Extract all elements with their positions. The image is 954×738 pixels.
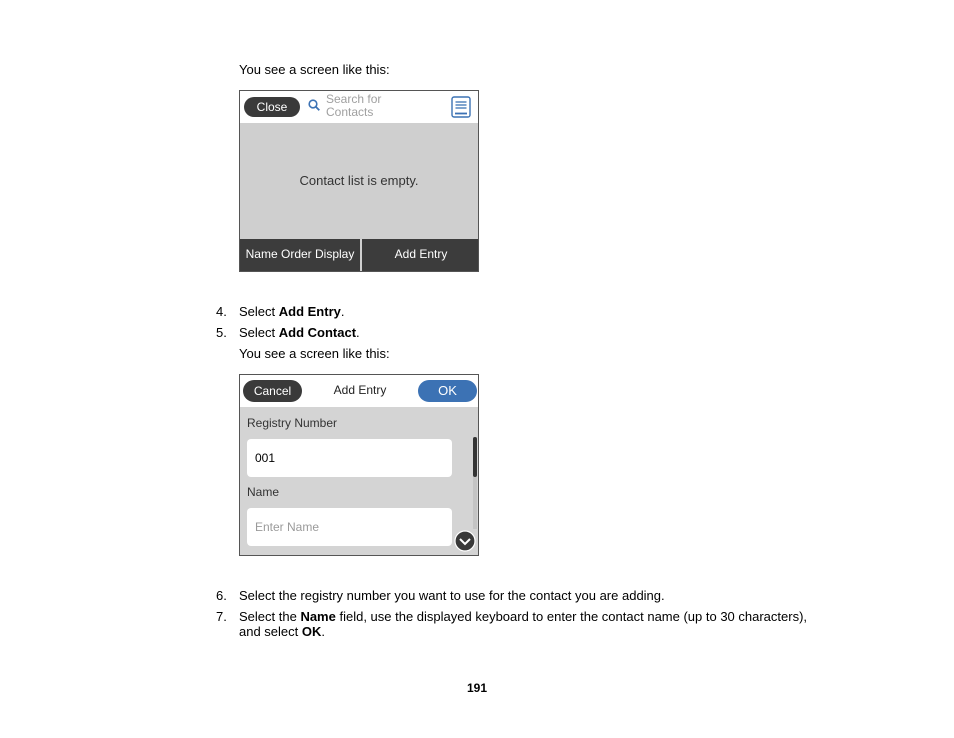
step-7 — [216, 609, 807, 624]
step-text-end: . — [340, 304, 345, 319]
step-number: 7. — [216, 609, 227, 624]
step-text: Select the — [239, 609, 301, 624]
step-text-end: . — [356, 325, 360, 340]
step-6 — [216, 588, 665, 603]
contacts-screen — [239, 90, 479, 272]
screen-title: Add Entry — [333, 383, 387, 397]
step-7-line-2 — [239, 624, 325, 639]
cancel-button[interactable]: Cancel — [243, 380, 302, 402]
step-bold-term: Add Entry — [278, 304, 341, 319]
page-number: 191 — [466, 681, 488, 695]
close-button[interactable]: Close — [244, 97, 300, 117]
step-bold-term: Add Contact — [278, 325, 357, 340]
step-5 — [216, 325, 360, 340]
empty-list-message: Contact list is empty. — [299, 173, 419, 188]
step-number: 4. — [216, 304, 227, 319]
contacts-header — [240, 91, 478, 123]
step-text: Select the registry number you want to use for the contact you are adding. — [239, 588, 665, 603]
menu-icon[interactable] — [451, 96, 471, 118]
ok-button[interactable]: OK — [418, 380, 477, 402]
search-placeholder-line1: Search for — [326, 92, 382, 106]
step-text: Select — [239, 304, 279, 319]
step-text: Select — [239, 325, 279, 340]
add-entry-screen — [239, 374, 479, 556]
registry-number-label: Registry Number — [247, 416, 338, 430]
intro-text-2: You see a screen like this: — [239, 346, 390, 361]
add-entry-header — [240, 375, 478, 407]
contacts-footer — [240, 239, 478, 271]
step-text-end: . — [321, 624, 325, 639]
step-number: 6. — [216, 588, 227, 603]
search-contacts-field[interactable] — [326, 93, 406, 119]
search-placeholder-line2: Contacts — [326, 105, 374, 119]
step-text: and select — [239, 624, 302, 639]
scroll-down-icon[interactable] — [454, 530, 476, 552]
intro-text-1: You see a screen like this: — [239, 62, 390, 77]
name-label: Name — [247, 485, 280, 499]
search-icon[interactable] — [308, 99, 320, 111]
registry-number-field[interactable]: 001 — [247, 439, 452, 477]
name-field[interactable]: Enter Name — [247, 508, 452, 546]
add-entry-button[interactable]: Add Entry — [394, 247, 448, 261]
step-text-mid: field, use the displayed keyboard to enter the contact name (up to 30 characters), — [335, 609, 808, 624]
step-bold-term: Name — [300, 609, 336, 624]
scrollbar-thumb[interactable] — [473, 437, 477, 477]
step-number: 5. — [216, 325, 227, 340]
name-order-display-button[interactable]: Name Order Display — [245, 247, 355, 261]
step-4 — [216, 304, 345, 319]
step-bold-term: OK — [301, 624, 322, 639]
